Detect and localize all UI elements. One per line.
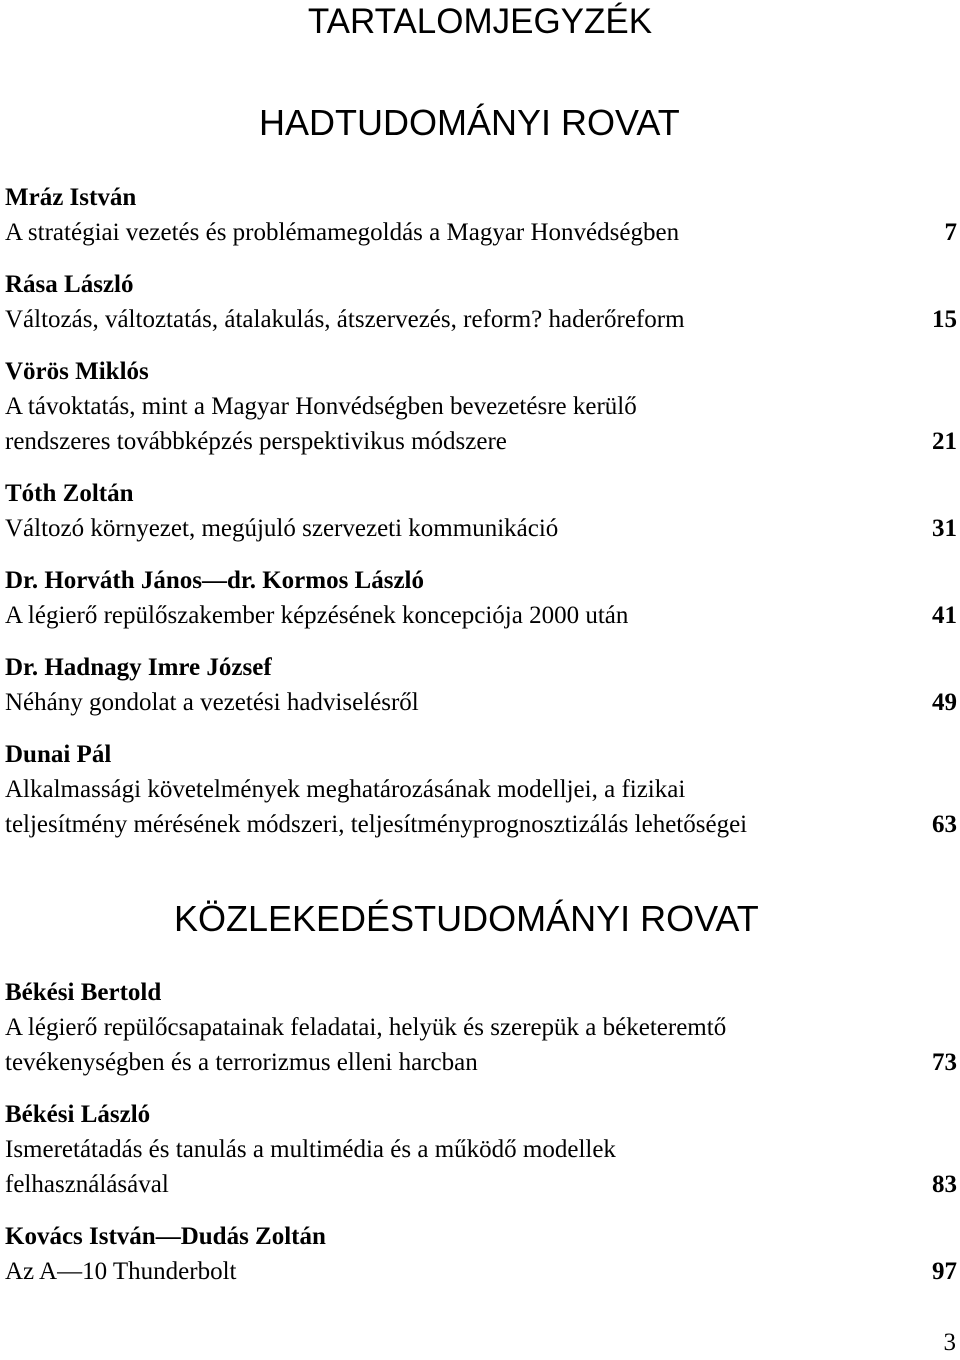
entry-author: Tóth Zoltán [5, 480, 134, 507]
entry-author: Kovács István—Dudás Zoltán [5, 1223, 326, 1250]
entry-title [5, 511, 907, 546]
entry-title-line: tevékenységben és a terrorizmus elleni harcban [5, 1049, 478, 1076]
entry-title-line: Az A—10 Thunderbolt [5, 1258, 237, 1285]
entry-page-number: 15 [932, 306, 957, 333]
section-entries-hadtudomanyi [5, 180, 957, 859]
section-entries-kozlekedestudomanyi [5, 975, 957, 1306]
section-title-kozlekedestudomanyi: KÖZLEKEDÉSTUDOMÁNYI ROVAT [174, 898, 759, 939]
section-title-hadtudomanyi: HADTUDOMÁNYI ROVAT [259, 102, 680, 143]
entry-title [5, 598, 907, 633]
toc-entry[interactable] [5, 1219, 957, 1289]
entry-title [5, 1010, 907, 1080]
entry-title-line: felhasználásával [5, 1171, 169, 1198]
entry-title [5, 685, 907, 720]
entry-author: Dr. Hadnagy Imre József [5, 654, 272, 681]
entry-page-number: 21 [932, 428, 957, 455]
toc-entry[interactable] [5, 354, 957, 459]
entry-author: Dunai Pál [5, 741, 112, 768]
entry-page-number: 31 [932, 515, 957, 542]
entry-title [5, 1254, 907, 1289]
footer-page-number: 3 [943, 1329, 956, 1356]
toc-entry[interactable] [5, 180, 957, 250]
entry-title [5, 1132, 907, 1202]
toc-entry[interactable] [5, 267, 957, 337]
entry-title-line: Alkalmassági követelmények meghatározásának modelljei, a fizikai [5, 776, 686, 803]
entry-author: Dr. Horváth János—dr. Kormos László [5, 567, 425, 594]
entry-title-line: teljesítmény mérésének módszeri, teljesítményprognosztizálás lehetőségei [5, 811, 748, 838]
entry-title-line: Ismeretátadás és tanulás a multimédia és a működő modellek [5, 1136, 616, 1163]
toc-entry[interactable] [5, 1097, 957, 1202]
entry-title [5, 302, 907, 337]
entry-title-line: rendszeres továbbképzés perspektivikus módszere [5, 428, 507, 455]
entry-page-number: 73 [932, 1049, 957, 1076]
toc-entry[interactable] [5, 737, 957, 842]
entry-author: Békési Bertold [5, 979, 162, 1006]
toc-entry[interactable] [5, 476, 957, 546]
toc-entry[interactable] [5, 650, 957, 720]
entry-author: Vörös Miklós [5, 358, 149, 385]
entry-page-number: 41 [932, 602, 957, 629]
entry-author: Békési László [5, 1101, 151, 1128]
entry-page-number: 7 [944, 219, 957, 246]
entry-title [5, 772, 907, 842]
entry-title-line: A légierő repülőcsapatainak feladatai, helyük és szerepük a béketeremtő [5, 1014, 727, 1041]
entry-title-line: A stratégiai vezetés és problémamegoldás a Magyar Honvédségben [5, 219, 680, 246]
entry-title-line: Néhány gondolat a vezetési hadviselésről [5, 689, 419, 716]
entry-title-line: A távoktatás, mint a Magyar Honvédségben bevezetésre kerülő [5, 393, 637, 420]
toc-entry[interactable] [5, 975, 957, 1080]
entry-page-number: 83 [932, 1171, 957, 1198]
entry-title-line: Változás, változtatás, átalakulás, átszervezés, reform? haderőreform [5, 306, 685, 333]
entry-page-number: 49 [932, 689, 957, 716]
toc-entry[interactable] [5, 563, 957, 633]
entry-title-line: Változó környezet, megújuló szervezeti kommunikáció [5, 515, 559, 542]
entry-title-line: A légierő repülőszakember képzésének koncepciója 2000 után [5, 602, 629, 629]
entry-page-number: 97 [932, 1258, 957, 1285]
page-title: TARTALOMJEGYZÉK [307, 2, 653, 41]
entry-title [5, 389, 907, 459]
entry-page-number: 63 [932, 811, 957, 838]
entry-title [5, 215, 907, 250]
entry-author: Mráz István [5, 184, 137, 211]
entry-author: Rása László [5, 271, 134, 298]
